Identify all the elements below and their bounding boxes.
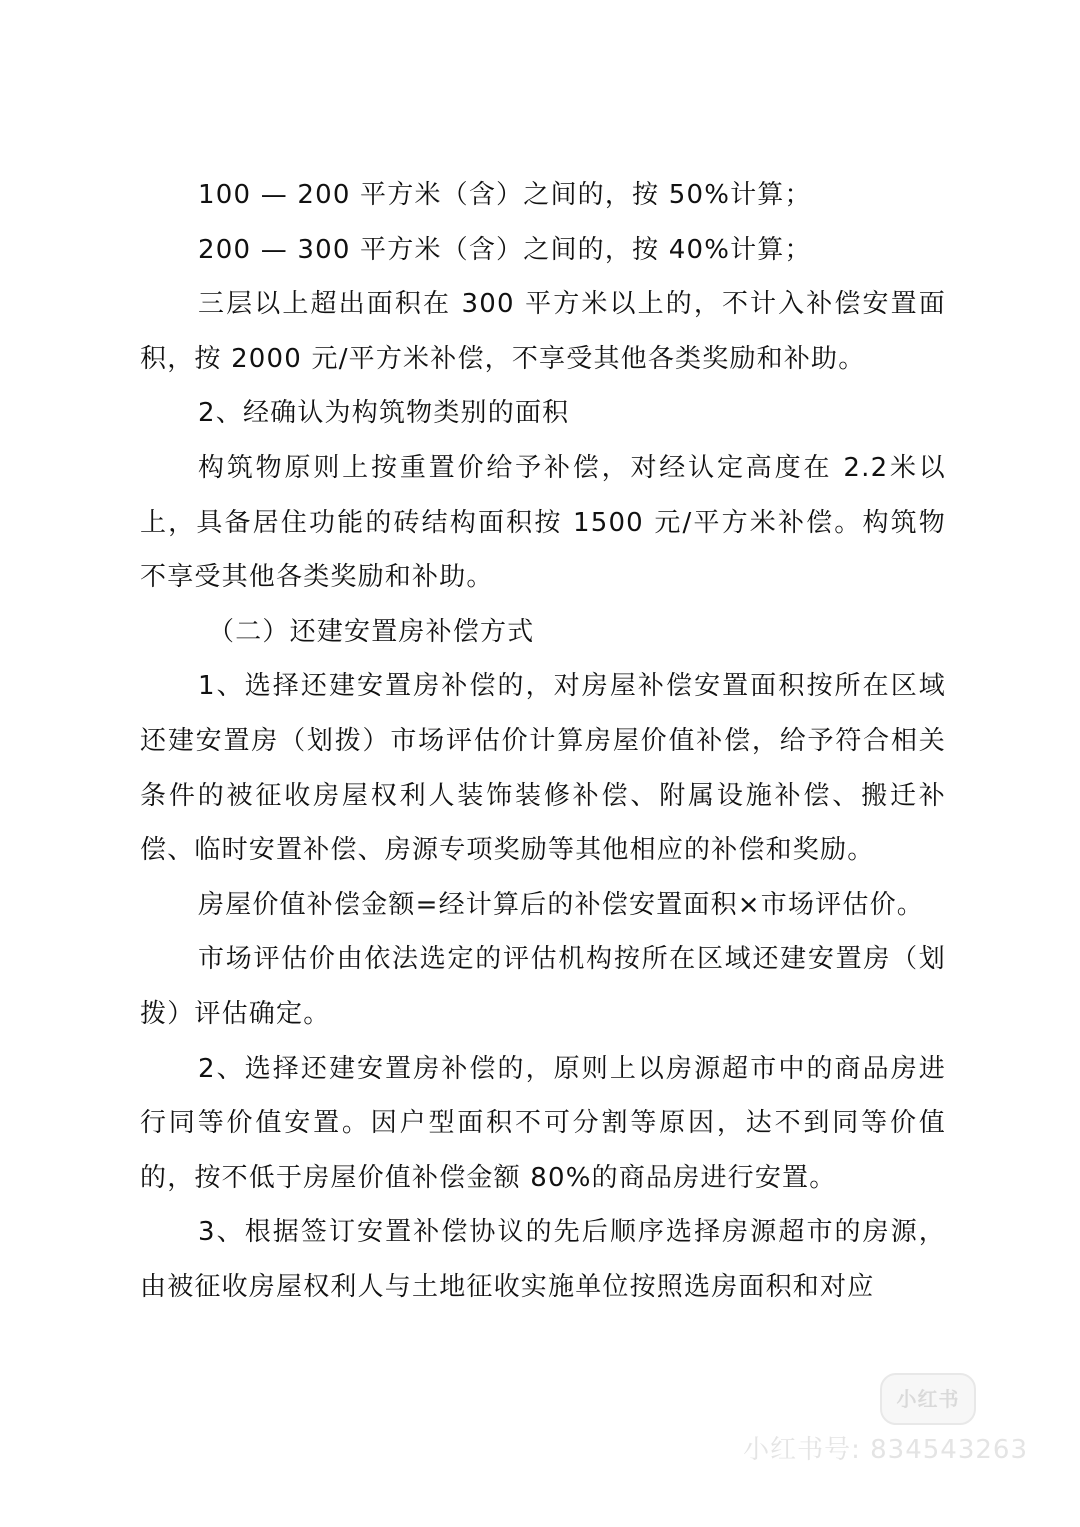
document-body bbox=[140, 168, 946, 1314]
paragraph-rate-200-300: 200 — 300 平方米（含）之间的，按 40%计算； bbox=[198, 234, 812, 265]
paragraph-rate-100-200: 100 — 200 平方米（含）之间的，按 50%计算； bbox=[198, 180, 812, 210]
paragraph-resettlement-1: 1、选择还建安置房补偿的，对房屋补偿安置面积按所在区域还建安置房（划拨）市场评估价计算房屋价值补偿，给予符合相关条件的被征收房屋权利人装饰装修补偿、附属设施补偿、搬迁补偿、临时安置补偿、房源专项奖励等其他相应的补偿和奖励。 bbox=[140, 671, 946, 866]
watermark-logo: 小红书 bbox=[880, 1373, 976, 1425]
paragraph-structure-heading: 2、经确认为构筑物类别的面积 bbox=[198, 398, 570, 429]
paragraph-value-formula: 房屋价值补偿金额=经计算后的补偿安置面积×市场评估价。 bbox=[198, 889, 924, 920]
paragraph-resettlement-2: 2、选择还建安置房补偿的，原则上以房源超市中的商品房进行同等价值安置。因户型面积不可分割等原因，达不到同等价值的，按不低于房屋价值补偿金额 80%的商品房进行安置。 bbox=[140, 1053, 946, 1193]
paragraph-over-300: 三层以上超出面积在 300 平方米以上的，不计入补偿安置面积，按 2000 元/平方米补偿，不享受其他各类奖励和补助。 bbox=[140, 289, 946, 374]
paragraph-structure-rule: 构筑物原则上按重置价给予补偿，对经认定高度在 2.2米以上，具备居住功能的砖结构面积按 1500 元/平方米补偿。构筑物不享受其他各类奖励和补助。 bbox=[140, 452, 946, 593]
watermark-id: 小红书号: 834543263 bbox=[743, 1435, 1028, 1465]
watermark bbox=[728, 1373, 1028, 1483]
section-heading-resettlement: （二）还建安置房补偿方式 bbox=[208, 616, 535, 647]
paragraph-resettlement-3: 3、根据签订安置补偿协议的先后顺序选择房源超市的房源，由被征收房屋权利人与土地征收实施单位按照选房面积和对应 bbox=[140, 1217, 946, 1302]
paragraph-market-price: 市场评估价由依法选定的评估机构按所在区域还建安置房（划拨）评估确定。 bbox=[140, 944, 946, 1029]
